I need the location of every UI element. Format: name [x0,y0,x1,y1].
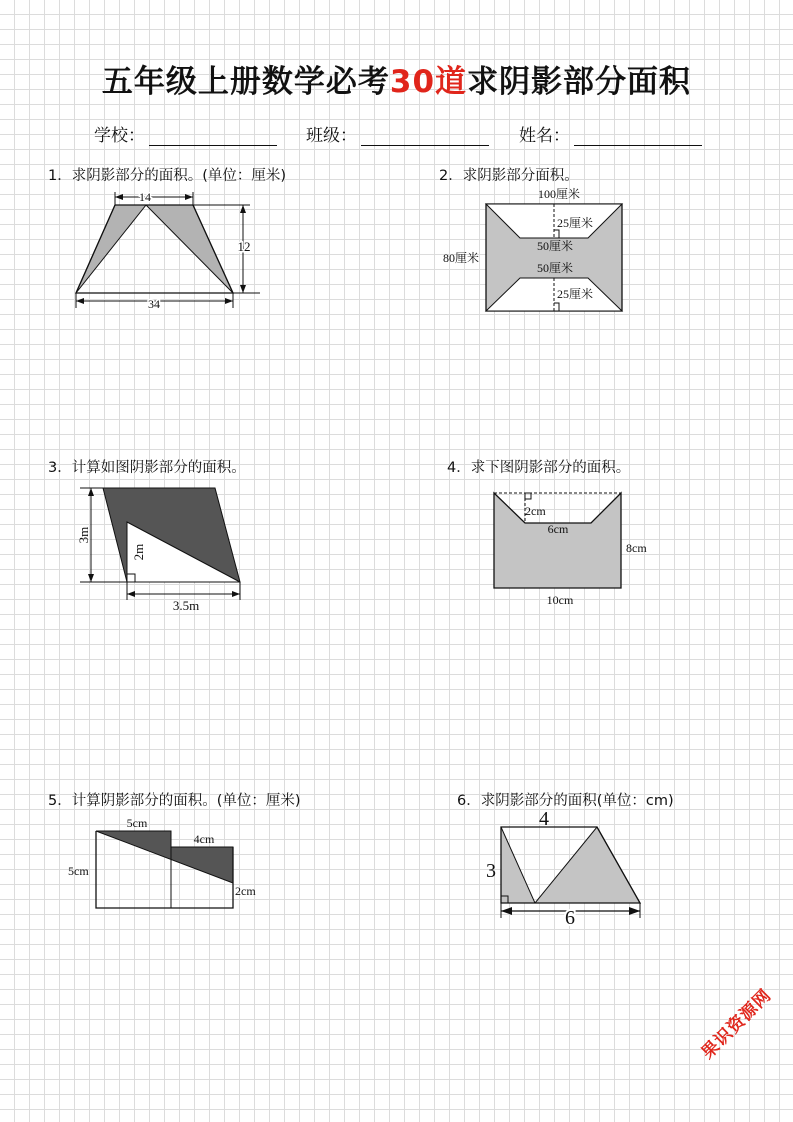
q1-label-bottom: 34 [148,297,160,311]
q5-label-top-left: 5cm [126,816,148,830]
q2-label-lower-depth: 25厘米 [557,287,594,301]
watermark-logo: 果识资源网 [697,985,776,1064]
question-4: 4．求下图阴影部分的面积。 [447,460,631,476]
class-label: 班级： [306,126,357,146]
q2-label-upper-width: 50厘米 [536,239,574,253]
question-1: 1．求阴影部分的面积。(单位：厘米) [48,168,287,184]
q3-label-base: 3.5m [172,598,200,613]
q2-label-top: 100厘米 [537,187,581,201]
name-label: 姓名： [519,126,570,146]
q1-label-top: 14 [139,190,151,204]
q2-label-lower-width: 50厘米 [536,261,574,275]
q6-label-base: 6 [565,907,575,929]
q2-label-height: 80厘米 [443,251,480,265]
q3-label-inner-height: 2m [131,543,146,561]
title-part1: 五年级上册数学必考 [101,64,390,100]
q5-label-right-height: 2cm [235,884,256,898]
question-2: 2．求阴影部分面积。 [439,168,579,184]
q4-label-height: 8cm [626,541,647,555]
q4-label-inner-width: 6cm [547,522,569,536]
question-3: 3．计算如图阴影部分的面积。 [48,460,246,476]
title-highlight: 30道 [389,64,468,100]
q4-label-depth: 2cm [525,504,546,518]
school-label: 学校： [94,126,145,146]
q3-label-height: 3m [76,526,91,544]
question-6: 6．求阴影部分的面积(单位：cm) [457,793,674,809]
q1-label-height: 12 [237,239,251,254]
q6-label-top: 4 [539,808,549,830]
q2-label-upper-depth: 25厘米 [557,216,594,230]
q6-label-height: 3 [486,860,496,882]
q4-label-base: 10cm [546,593,574,607]
q5-label-left-height: 5cm [68,864,89,878]
q5-label-top-right: 4cm [193,832,215,846]
title-part2: 求阴影部分面积 [467,64,692,100]
question-5: 5．计算阴影部分的面积。(单位：厘米) [48,793,301,809]
